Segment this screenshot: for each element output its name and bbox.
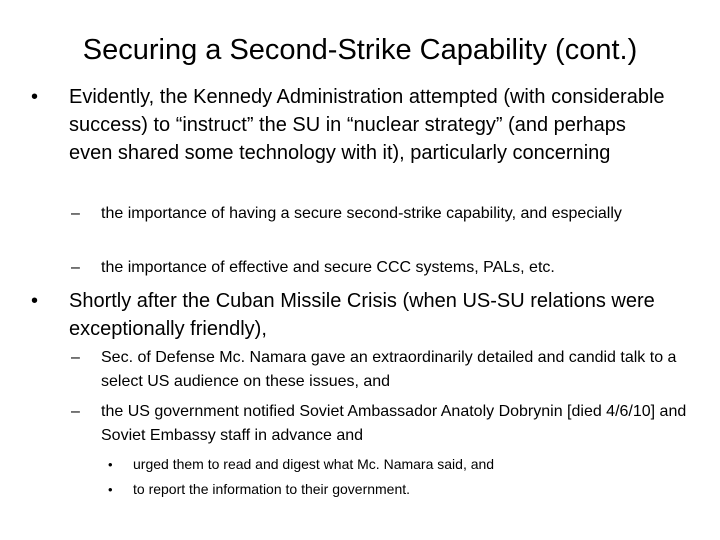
bullet-2-sub-2-item-1-marker: • <box>108 457 113 472</box>
bullet-1-marker: • <box>31 86 39 108</box>
bullet-2-sub-1-text: Sec. of Defense Mc. Namara gave an extraordinarily detailed and candid talk to a select US audience on these issues, and <box>101 349 677 390</box>
bullet-2-marker: • <box>31 290 39 312</box>
bullet-1-sub-1-marker: – <box>71 205 80 222</box>
bullet-2-sub-2-item-2 <box>108 477 693 502</box>
bullet-2 <box>31 287 669 343</box>
bullet-1-sub-1 <box>71 202 711 226</box>
bullet-2-sub-2 <box>71 400 711 448</box>
bullet-2-sub-2-item-2-marker: • <box>108 482 113 497</box>
bullet-1 <box>31 83 669 167</box>
bullet-1-text: Evidently, the Kennedy Administration attempted (with considerable success) to “instruct” the SU in “nuclear strategy” (and perhaps even shared some technology with it), particularly concerning <box>69 86 665 164</box>
bullet-2-sub-1 <box>71 346 711 394</box>
bullet-2-sub-1-marker: – <box>71 349 80 366</box>
bullet-2-sub-2-marker: – <box>71 403 80 420</box>
bullet-2-sub-2-item-2-text: to report the information to their government. <box>133 481 411 497</box>
bullet-1-sub-1-text: the importance of having a secure second-strike capability, and especially <box>101 205 622 222</box>
bullet-2-sub-2-item-1-text: urged them to read and digest what Mc. Namara said, and <box>133 456 495 472</box>
bullet-1-sub-2-marker: – <box>71 259 80 276</box>
bullet-1-sub-2 <box>71 256 711 280</box>
bullet-2-sub-2-item-1 <box>108 452 693 477</box>
bullet-1-sub-2-text: the importance of effective and secure CCC systems, PALs, etc. <box>101 259 555 276</box>
slide-title: Securing a Second-Strike Capability (cont.) <box>82 34 638 66</box>
bullet-2-text: Shortly after the Cuban Missile Crisis (when US-SU relations were exceptionally friendly), <box>69 290 655 340</box>
bullet-2-sub-2-text: the US government notified Soviet Ambassador Anatoly Dobrynin [died 4/6/10] and Soviet Embassy staff in advance and <box>101 403 687 444</box>
